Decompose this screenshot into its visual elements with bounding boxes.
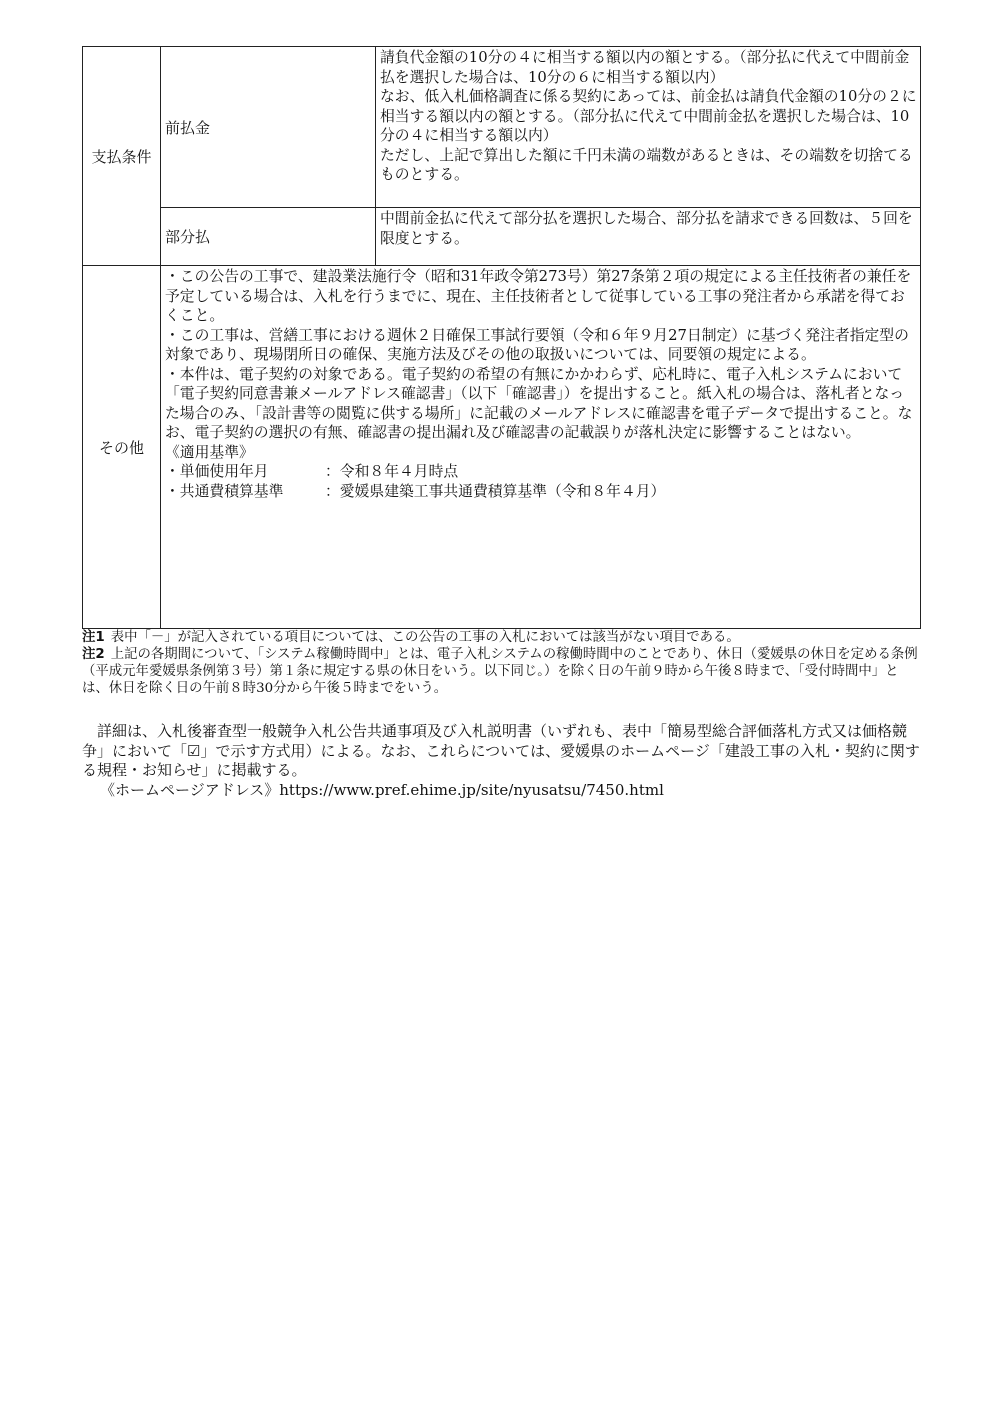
standard-item bbox=[165, 482, 918, 502]
payment-category-cell: 支払条件 bbox=[83, 47, 161, 266]
standard-value: ：令和８年４月時点 bbox=[325, 463, 459, 480]
advance-paragraph: 請負代金額の10分の４に相当する額以内の額とする。（部分払に代えて中間前金払を選択した場合は、10分の６に相当する額以内） bbox=[380, 49, 910, 86]
partial-paragraph: 中間前金払に代えて部分払を選択した場合、部分払を請求できる回数は、５回を限度とする。 bbox=[380, 210, 913, 247]
note-item bbox=[82, 646, 922, 697]
standard-key: ・共通費積算基準 bbox=[165, 482, 284, 500]
note-item bbox=[82, 629, 922, 646]
homepage-label: 《ホームページアドレス》 bbox=[100, 780, 280, 799]
standard-item bbox=[165, 462, 918, 482]
advance-label-cell: 前払金 bbox=[161, 47, 376, 208]
homepage-url-link[interactable]: https://www.pref.ehime.jp/site/nyusatsu/7450.html bbox=[279, 780, 664, 799]
partial-content-cell bbox=[376, 208, 921, 266]
other-paragraph: ・この公告の工事で、建設業法施行令（昭和31年政令第273号）第27条第２項の規定による主任技術者の兼任を予定している場合は、入札を行うまでに、現在、主任技術者として従事している工事の発注者から承諾を得ておくこと。 bbox=[165, 268, 912, 324]
other-category-cell: その他 bbox=[83, 266, 161, 629]
advance-content-cell bbox=[376, 47, 921, 208]
table-row bbox=[83, 266, 921, 629]
note-label: 注1 bbox=[82, 630, 105, 645]
other-content-cell bbox=[161, 266, 921, 629]
note-text: 上記の各期間について、「システム稼働時間中」とは、電子入札システムの稼働時間中のことであり、休日（愛媛県の休日を定める条例（平成元年愛媛県条例第３号）第１条に規定する県の休日をいう。以下同じ。）を除く日の午前９時から午後８時まで、「受付時間中」とは、休日を除く日の午前８時30分から午後５時までをいう。 bbox=[82, 647, 918, 696]
homepage-line bbox=[82, 781, 922, 801]
note-text: 表中「－」が記入されている項目については、この公告の工事の入札においては該当がない項目である。 bbox=[110, 630, 740, 645]
conditions-table bbox=[82, 46, 921, 629]
table-row bbox=[83, 47, 921, 208]
table-row bbox=[83, 208, 921, 266]
note-label: 注2 bbox=[82, 647, 105, 662]
other-paragraph: ・この工事は、営繕工事における週休２日確保工事試行要領（令和６年９月27日制定）に基づく発注者指定型の対象であり、現場閉所日の確保、実施方法及びその他の取扱いについては、同要領の規定による。 bbox=[165, 326, 909, 363]
partial-label-cell: 部分払 bbox=[161, 208, 376, 266]
advance-paragraph: ただし、上記で算出した額に千円未満の端数があるときは、その端数を切捨てるものとする。 bbox=[380, 146, 913, 183]
standard-value: ：愛媛県建築工事共通費積算基準（令和８年４月） bbox=[325, 482, 666, 500]
detail-paragraph: 詳細は、入札後審査型一般競争入札公告共通事項及び入札説明書（いずれも、表中「簡易型総合評価落札方式又は価格競争」において「☑」で示す方式用）による。なお、これらについては、愛媛県のホームページ「建設工事の入札・契約に関する規程・お知らせ」に掲載する。 bbox=[82, 722, 920, 779]
advance-paragraph: なお、低入札価格調査に係る契約にあっては、前金払は請負代金額の10分の２に相当する額以内の額とする。（部分払に代えて中間前金払を選択した場合は、10分の４に相当する額以内） bbox=[380, 88, 917, 144]
detail-section bbox=[82, 722, 922, 800]
standard-key: ・単価使用年月 bbox=[165, 463, 269, 480]
standards-heading: 《適用基準》 bbox=[165, 443, 254, 461]
other-paragraph: ・本件は、電子契約の対象である。電子契約の希望の有無にかかわらず、応札時に、電子入札システムにおいて「電子契約同意書兼メールアドレス確認書」（以下「確認書」）を提出すること。紙入札の場合は、落札者となった場合のみ、「設計書等の閲覧に供する場所」に記載のメールアドレスに確認書を電子データで提出すること。なお、電子契約の選択の有無、確認書の提出漏れ及び確認書の記載誤りが落札決定に影響することはない。 bbox=[165, 365, 913, 441]
notes-section bbox=[82, 629, 922, 697]
